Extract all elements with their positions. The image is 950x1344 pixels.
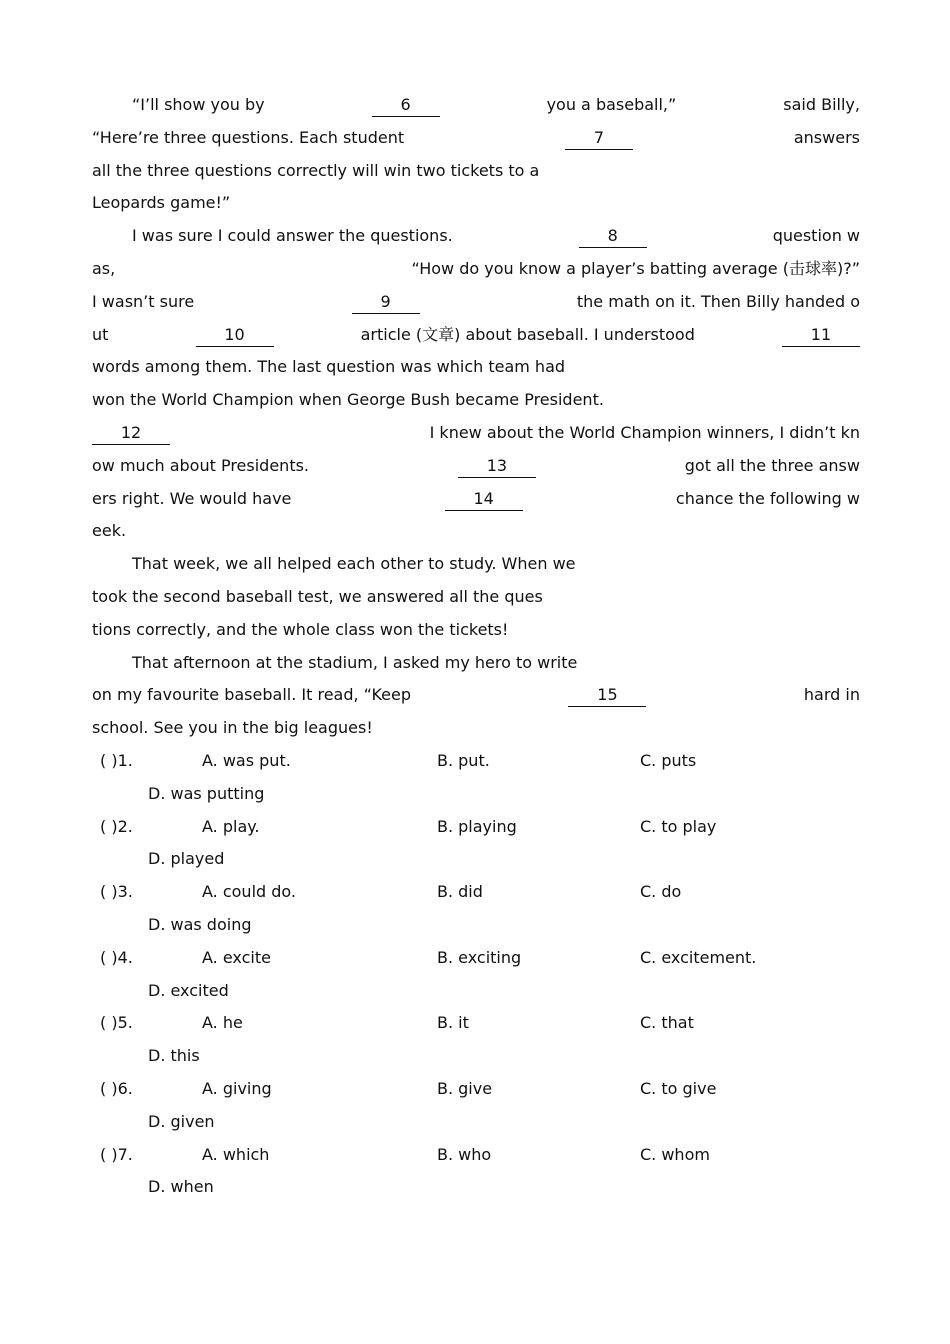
passage-line	[132, 88, 860, 121]
passage-line	[92, 613, 860, 646]
passage-line	[92, 580, 860, 613]
option-c: C. whom	[640, 1144, 710, 1164]
question-number: ( )4.	[100, 947, 133, 967]
passage-text: question w	[772, 226, 860, 246]
passage-line	[92, 186, 860, 219]
option-b: B. exciting	[437, 947, 522, 967]
option-d: D. was putting	[148, 783, 265, 803]
option-d: D. played	[148, 849, 225, 869]
option-c: C. to give	[640, 1079, 717, 1098]
answer-blank: 13	[458, 455, 536, 478]
question-row	[92, 1138, 860, 1171]
answer-blank: 9	[352, 291, 420, 314]
passage-line	[92, 449, 860, 482]
passage-line	[92, 711, 860, 744]
passage-text: I wasn’t sure	[92, 291, 195, 311]
option-a: A. excite	[202, 947, 271, 967]
question-row-continued	[92, 1039, 860, 1072]
answer-blank: 14	[445, 488, 523, 511]
passage-text: “How do you know a player’s batting average (击球率)?”	[411, 259, 860, 278]
passage-text: I was sure I could answer the questions.	[132, 226, 453, 246]
passage-text: “Here’re three questions. Each student	[92, 127, 405, 147]
passage-text: took the second baseball test, we answered all the ques	[92, 587, 543, 606]
passage-text: That afternoon at the stadium, I asked my hero to write	[132, 652, 578, 672]
answer-blank: 15	[568, 684, 646, 707]
option-b: B. put.	[437, 751, 490, 770]
passage-text: hard in	[803, 685, 860, 705]
answer-blank: 11	[782, 324, 860, 347]
passage-text: “I’ll show you by	[132, 95, 265, 114]
question-number: ( )7.	[100, 1144, 133, 1164]
passage-text: as,	[92, 259, 116, 278]
passage-text: won the World Champion when George Bush became President.	[92, 390, 604, 410]
passage-line	[132, 219, 860, 252]
passage-text: school. See you in the big leagues!	[92, 718, 373, 738]
option-b: B. who	[437, 1144, 492, 1164]
passage-text: chance the following w	[675, 488, 860, 508]
question-number: ( )6.	[100, 1079, 133, 1098]
passage-line	[92, 350, 860, 383]
answer-blank: 8	[579, 225, 647, 248]
option-b: B. did	[437, 882, 483, 902]
passage-text: tions correctly, and the whole class won the tickets!	[92, 619, 509, 639]
passage-text: eek.	[92, 521, 127, 541]
passage-text: Leopards game!”	[92, 193, 231, 213]
question-row-continued	[92, 908, 860, 941]
option-c: C. do	[640, 882, 682, 902]
passage-text: you a baseball,”	[546, 95, 677, 114]
passage-text: words among them. The last question was which team had	[92, 357, 566, 377]
answer-blank: 7	[565, 127, 633, 150]
question-row	[92, 875, 860, 908]
passage-line	[92, 252, 860, 285]
passage-line	[132, 646, 860, 679]
option-b: B. give	[437, 1079, 493, 1098]
passage-text: answers	[793, 127, 860, 147]
passage-text: ers right. We would have	[92, 488, 292, 508]
passage-line	[92, 482, 860, 515]
passage-line	[92, 678, 860, 711]
option-d: D. this	[148, 1046, 200, 1066]
passage-text: That week, we all helped each other to study. When we	[132, 554, 576, 574]
passage-text: all the three questions correctly will win two tickets to a	[92, 160, 540, 180]
option-d: D. was doing	[148, 915, 252, 934]
passage-text: the math on it. Then Billy handed o	[576, 291, 860, 311]
passage-line	[92, 121, 860, 154]
question-row	[92, 744, 860, 777]
option-c: C. that	[640, 1013, 694, 1033]
passage-text: I knew about the World Champion winners, I didn’t kn	[429, 423, 860, 442]
option-a: A. was put.	[202, 751, 291, 770]
question-number: ( )1.	[100, 751, 133, 770]
question-row-continued	[92, 1105, 860, 1138]
passage-text: said Billy,	[783, 95, 860, 114]
passage-line	[92, 154, 860, 187]
question-row-continued	[92, 974, 860, 1007]
question-row-continued	[92, 842, 860, 875]
answer-blank: 10	[196, 324, 274, 347]
question-number: ( )5.	[100, 1013, 133, 1033]
answer-blank: 12	[92, 422, 170, 445]
passage-text: on my favourite baseball. It read, “Keep	[92, 685, 411, 705]
passage-line	[92, 285, 860, 318]
option-b: B. it	[437, 1013, 469, 1033]
option-a: A. giving	[202, 1079, 272, 1098]
passage-text: ow much about Presidents.	[92, 455, 310, 475]
passage-text: ut	[92, 324, 109, 344]
question-row	[92, 1006, 860, 1039]
option-a: A. which	[202, 1144, 270, 1164]
question-row	[92, 941, 860, 974]
question-number: ( )3.	[100, 882, 133, 902]
question-number: ( )2.	[100, 816, 133, 836]
option-b: B. playing	[437, 816, 517, 836]
answer-blank: 6	[372, 94, 440, 117]
question-row-continued	[92, 1170, 860, 1203]
question-row	[92, 1072, 860, 1105]
question-row-continued	[92, 777, 860, 810]
option-c: C. puts	[640, 751, 697, 770]
option-a: A. could do.	[202, 882, 296, 902]
question-row	[92, 810, 860, 843]
option-a: A. play.	[202, 816, 260, 836]
passage-text: got all the three answ	[684, 455, 860, 475]
passage-line	[92, 383, 860, 416]
option-d: D. excited	[148, 980, 229, 1000]
option-a: A. he	[202, 1013, 243, 1033]
passage-line	[92, 416, 860, 449]
option-d: D. when	[148, 1177, 214, 1197]
option-c: C. excitement.	[640, 947, 757, 967]
passage-line	[92, 318, 860, 351]
option-d: D. given	[148, 1111, 215, 1131]
passage-line	[132, 547, 860, 580]
passage-line	[92, 514, 860, 547]
passage-text: article (文章) about baseball. I understood	[360, 324, 695, 344]
option-c: C. to play	[640, 816, 717, 836]
